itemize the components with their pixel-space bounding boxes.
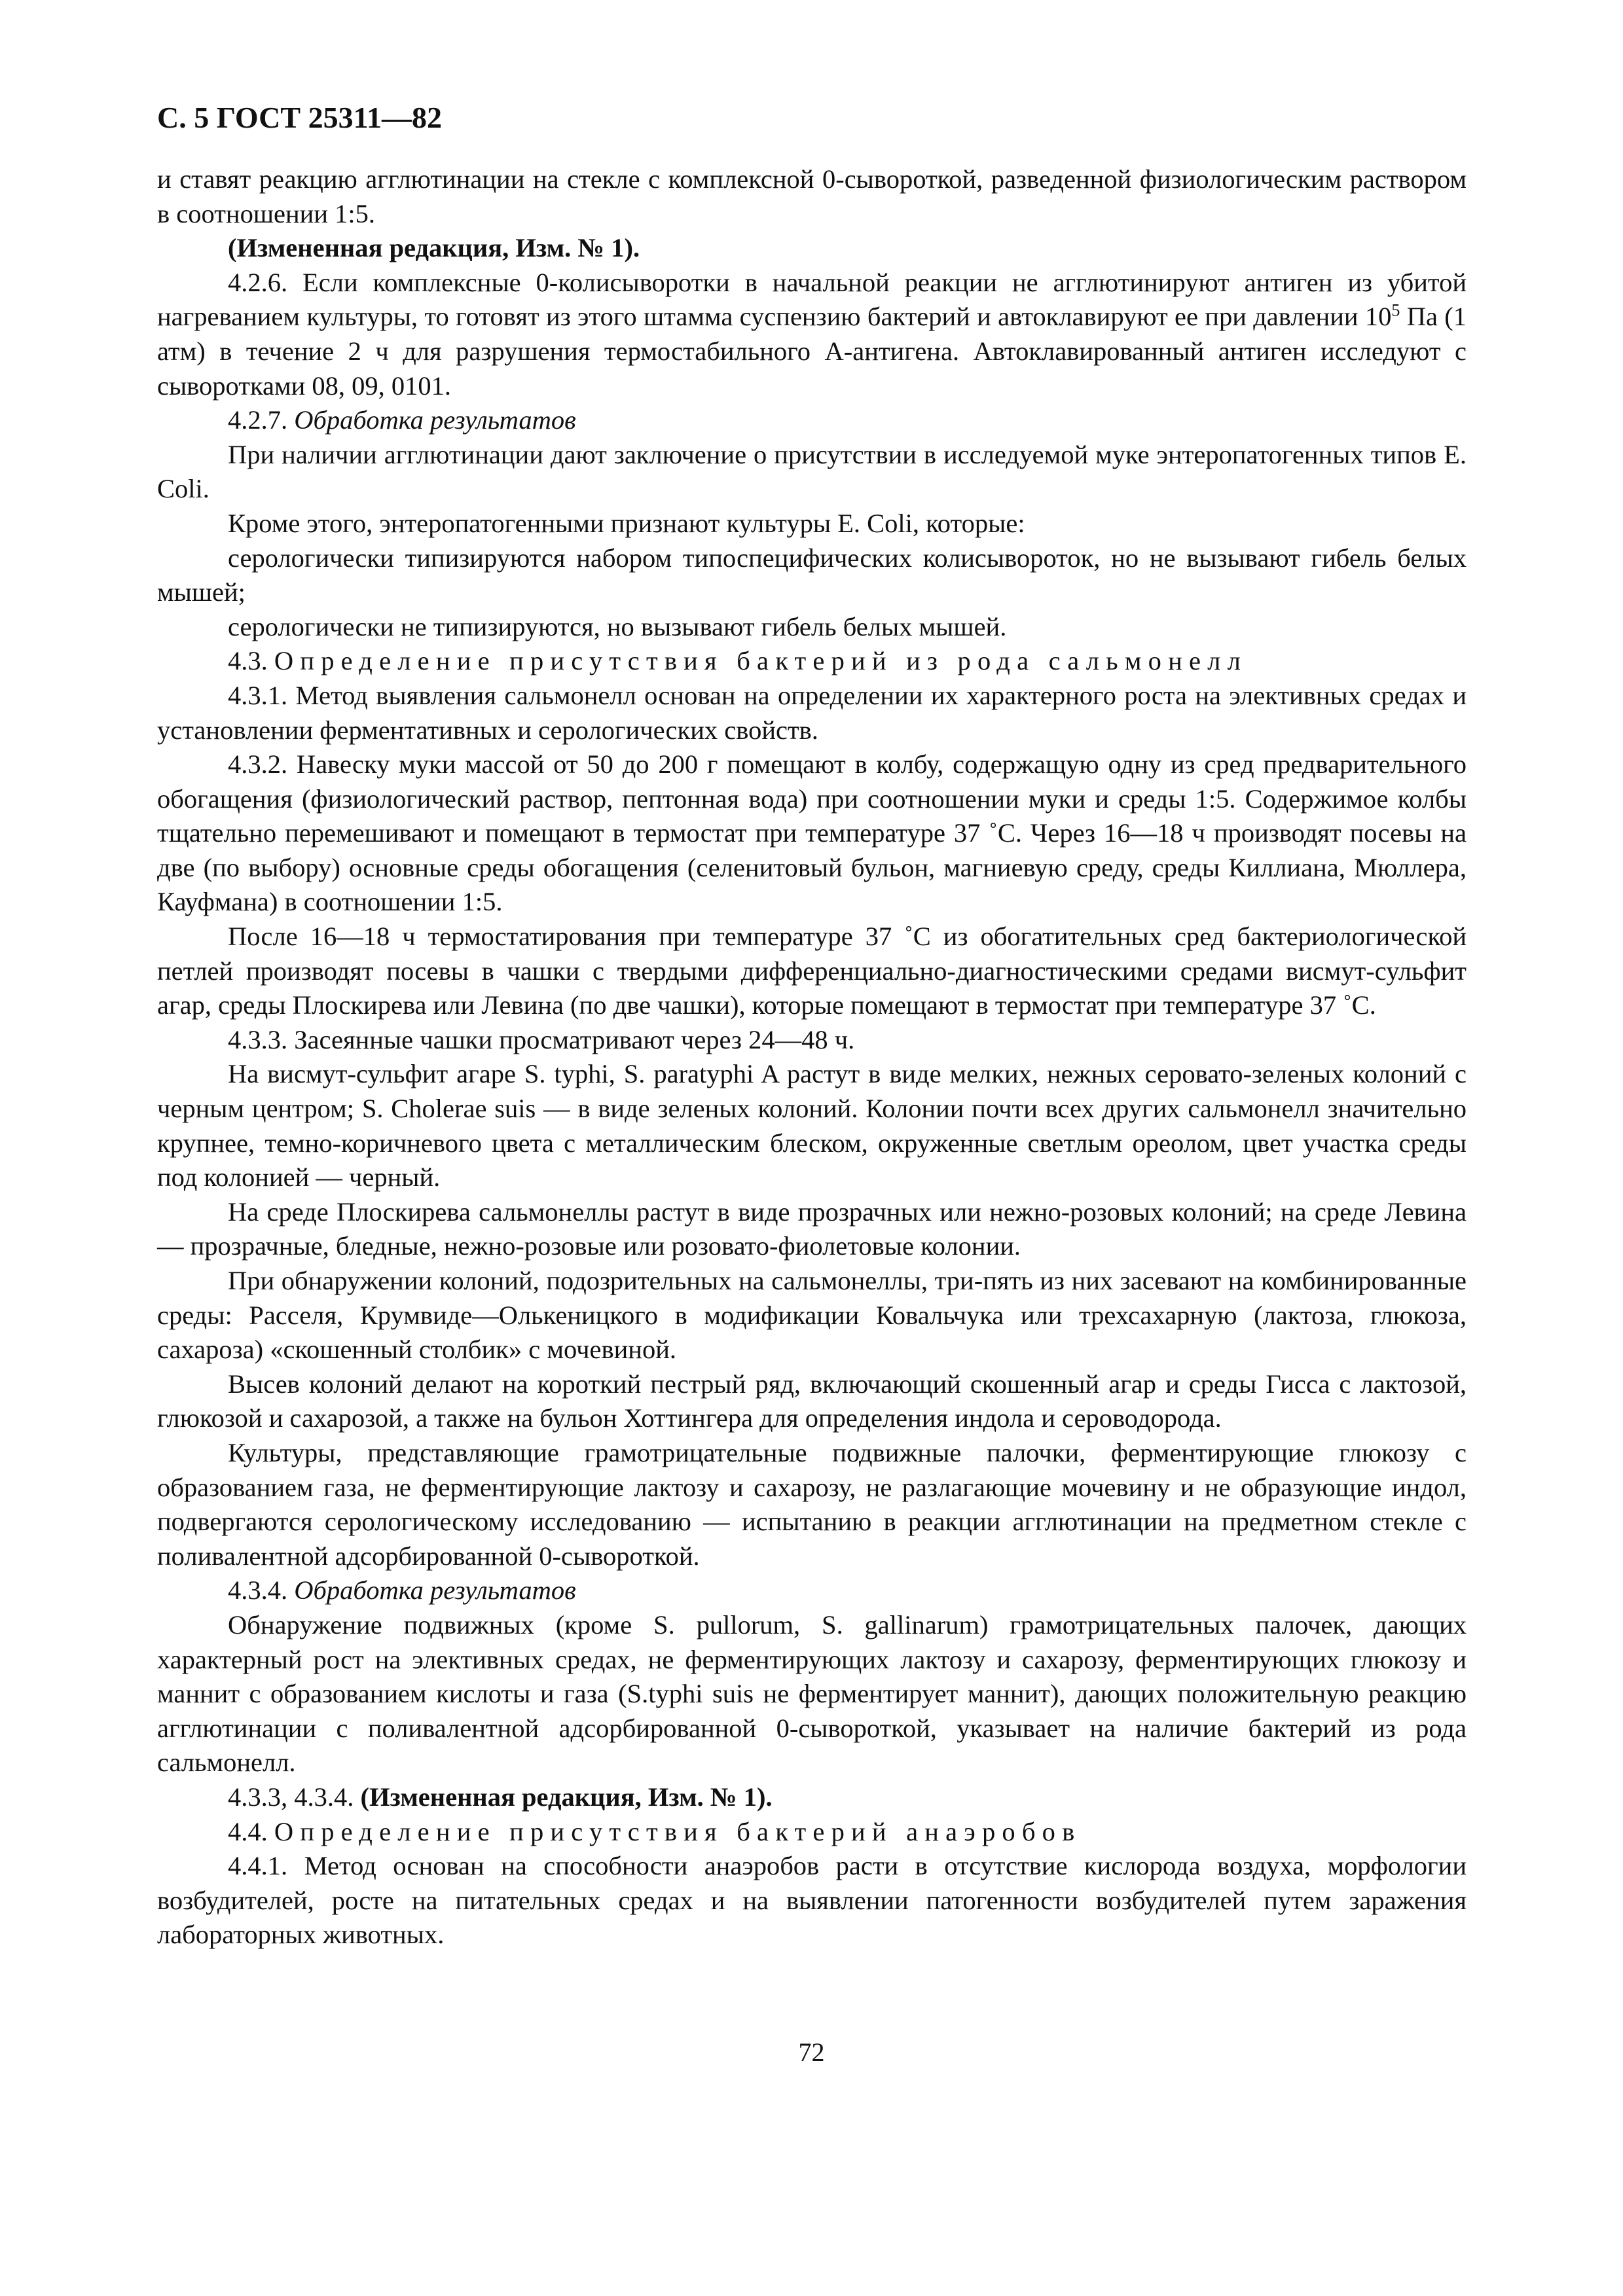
section-4-3-heading (157, 644, 1467, 679)
paragraph-4-2-6-text-b: Па (1 атм) в течение 2 ч для разрушения термостабильного А-антигена. Автоклавированный антиген исследуют с сыворотками 08, 09, 0101. (157, 302, 1467, 401)
paragraph: Обнаружение подвижных (кроме S. pullorum, S. gallinarum) грамотрицательных палочек, дающих характерный рост на элективных средах, не ферментирующих лактозу и сахарозу, ферментирующих глюкозу и маннит с образованием кислоты и газа (S.typhi suis не ферментирует маннит), дающих положительную реакцию агглютинации с поливалентной адсорбированной 0-сывороткой, указывает на наличие бактерий из рода сальмонелл. (157, 1609, 1467, 1778)
section-number: 4.2.7. (228, 405, 295, 435)
exponent: 5 (1391, 300, 1400, 320)
paragraph-4-4-1: 4.4.1. Метод основан на способности анаэробов расти в отсутствие кислорода воздуха, морфологии возбудителей, росте на питательных средах и на выявлении патогенности возбудителей путем заражения лабораторных животных. (157, 1851, 1467, 1950)
paragraph: На висмут-сульфит агаре S. typhi, S. paratyphi A растут в виде мелких, нежных серовато-зеленых колоний с черным центром; S. Cholerae suis — в виде зеленых колоний. Колонии почти всех других сальмонелл значительно крупнее, темно-коричневого цвета с металлическим блеском, окруженные светлым ореолом, цвет участка среды под колонией — черный. (157, 1059, 1467, 1193)
section-4-3-4-heading (157, 1573, 1467, 1608)
page-header: С. 5 ГОСТ 25311—82 (157, 101, 443, 134)
paragraph: При обнаружении колоний, подозрительных на сальмонеллы, три-пять из них засевают на комбинированные среды: Расселя, Крумвиде—Олькеницкого в модификации Ковальчука или трехсахарную (лактоза, глюкоза, сахароза) «скошенный столбик» с мочевиной. (157, 1266, 1467, 1365)
section-title: Обработка результатов (294, 405, 576, 435)
paragraph-4-3-2: 4.3.2. Навеску муки массой от 50 до 200 г помещают в колбу, содержащую одну из сред предварительного обогащения (физиологический раствор, пептонная вода) при соотношении муки и среды 1:5. Содержимое колбы тщательно перемешивают и помещают в термостат при температуре 37 ˚С. Через 16—18 ч производят посевы на две (по выбору) основные среды обогащения (селенитовый бульон, магниевую среду, среды Киллиана, Мюллера, Кауфмана) в соотношении 1:5. (157, 749, 1467, 917)
section-number: 4.3.4. (228, 1575, 295, 1605)
paragraph-4-2-6 (157, 266, 1467, 403)
paragraph: Кроме этого, энтеропатогенными признают культуры E. Coli, которые: (228, 508, 1025, 538)
page-number: 72 (798, 2037, 825, 2067)
paragraph-4-3-1: 4.3.1. Метод выявления сальмонелл основан на определении их характерного роста на элективных средах и установлении ферментативных и серологических свойств. (157, 680, 1467, 745)
section-title: Определение присутствия бактерий анаэробов (274, 1816, 1082, 1846)
section-number: 4.3. (228, 646, 274, 676)
paragraph-4-3-3: 4.3.3. Засеянные чашки просматривают через 24—48 ч. (228, 1024, 855, 1054)
paragraph: При наличии агглютинации дают заключение о присутствии в исследуемой муке энтеропатогенных типов E. Coli. (157, 439, 1467, 504)
amendment-note-2 (157, 1780, 1467, 1815)
paragraph: На среде Плоскирева сальмонеллы растут в виде прозрачных или нежно-розовых колоний; на среде Левина — прозрачные, бледные, нежно-розовые или розовато-фиолетовые колонии. (157, 1196, 1467, 1261)
section-4-2-7-heading (157, 403, 1467, 438)
section-title: Определение присутствия бактерий из рода сальмонелл (274, 646, 1248, 676)
paragraph: серологически не типизируются, но вызывают гибель белых мышей. (228, 611, 1007, 641)
paragraph: серологически типизируются набором типоспецифических колисывороток, но не вызывают гибель белых мышей; (157, 543, 1467, 607)
amendment-refs: 4.3.3, 4.3.4. (228, 1782, 361, 1812)
section-number: 4.4. (228, 1816, 274, 1846)
section-title: Обработка результатов (294, 1575, 576, 1605)
amendment-text: (Измененная редакция, Изм. № 1). (360, 1782, 773, 1812)
body-text (157, 162, 1467, 1952)
amendment-note: (Измененная редакция, Изм. № 1). (228, 233, 640, 263)
paragraph: После 16—18 ч термостатирования при температуре 37 ˚С из обогатительных сред бактериологической петлей производят посевы в чашки с твердыми дифференциально-диагностическими средами висмут-сульфит агар, среды Плоскирева или Левина (по две чашки), которые помещают в термостат при температуре 37 ˚С. (157, 922, 1467, 1020)
section-4-4-heading (157, 1815, 1467, 1850)
paragraph: Высев колоний делают на короткий пестрый ряд, включающий скошенный агар и среды Гисса с лактозой, глюкозой и сахарозой, а также на бульон Хоттингера для определения индола и сероводорода. (157, 1369, 1467, 1433)
paragraph-continuation: и ставят реакцию агглютинации на стекле с комплексной 0-сывороткой, разведенной физиологическим раствором в соотношении 1:5. (157, 164, 1467, 228)
document-page (157, 98, 1467, 1952)
paragraph-4-2-6-text-a: 4.2.6. Если комплексные 0-колисыворотки в начальной реакции не агглютинируют антиген из убитой нагреванием культуры, то готовят из этого штамма суспензию бактерий и автоклавируют ее при давлении 10 (157, 267, 1467, 332)
paragraph: Культуры, представляющие грамотрицательные подвижные палочки, ферментирующие глюкозу с образованием газа, не ферментирующие лактозу и сахарозу, не разлагающие мочевину и не образующие индол, подвергаются серологическому исследованию — испытанию в реакции агглютинации на предметном стекле с поливалентной адсорбированной 0-сывороткой. (157, 1437, 1467, 1571)
